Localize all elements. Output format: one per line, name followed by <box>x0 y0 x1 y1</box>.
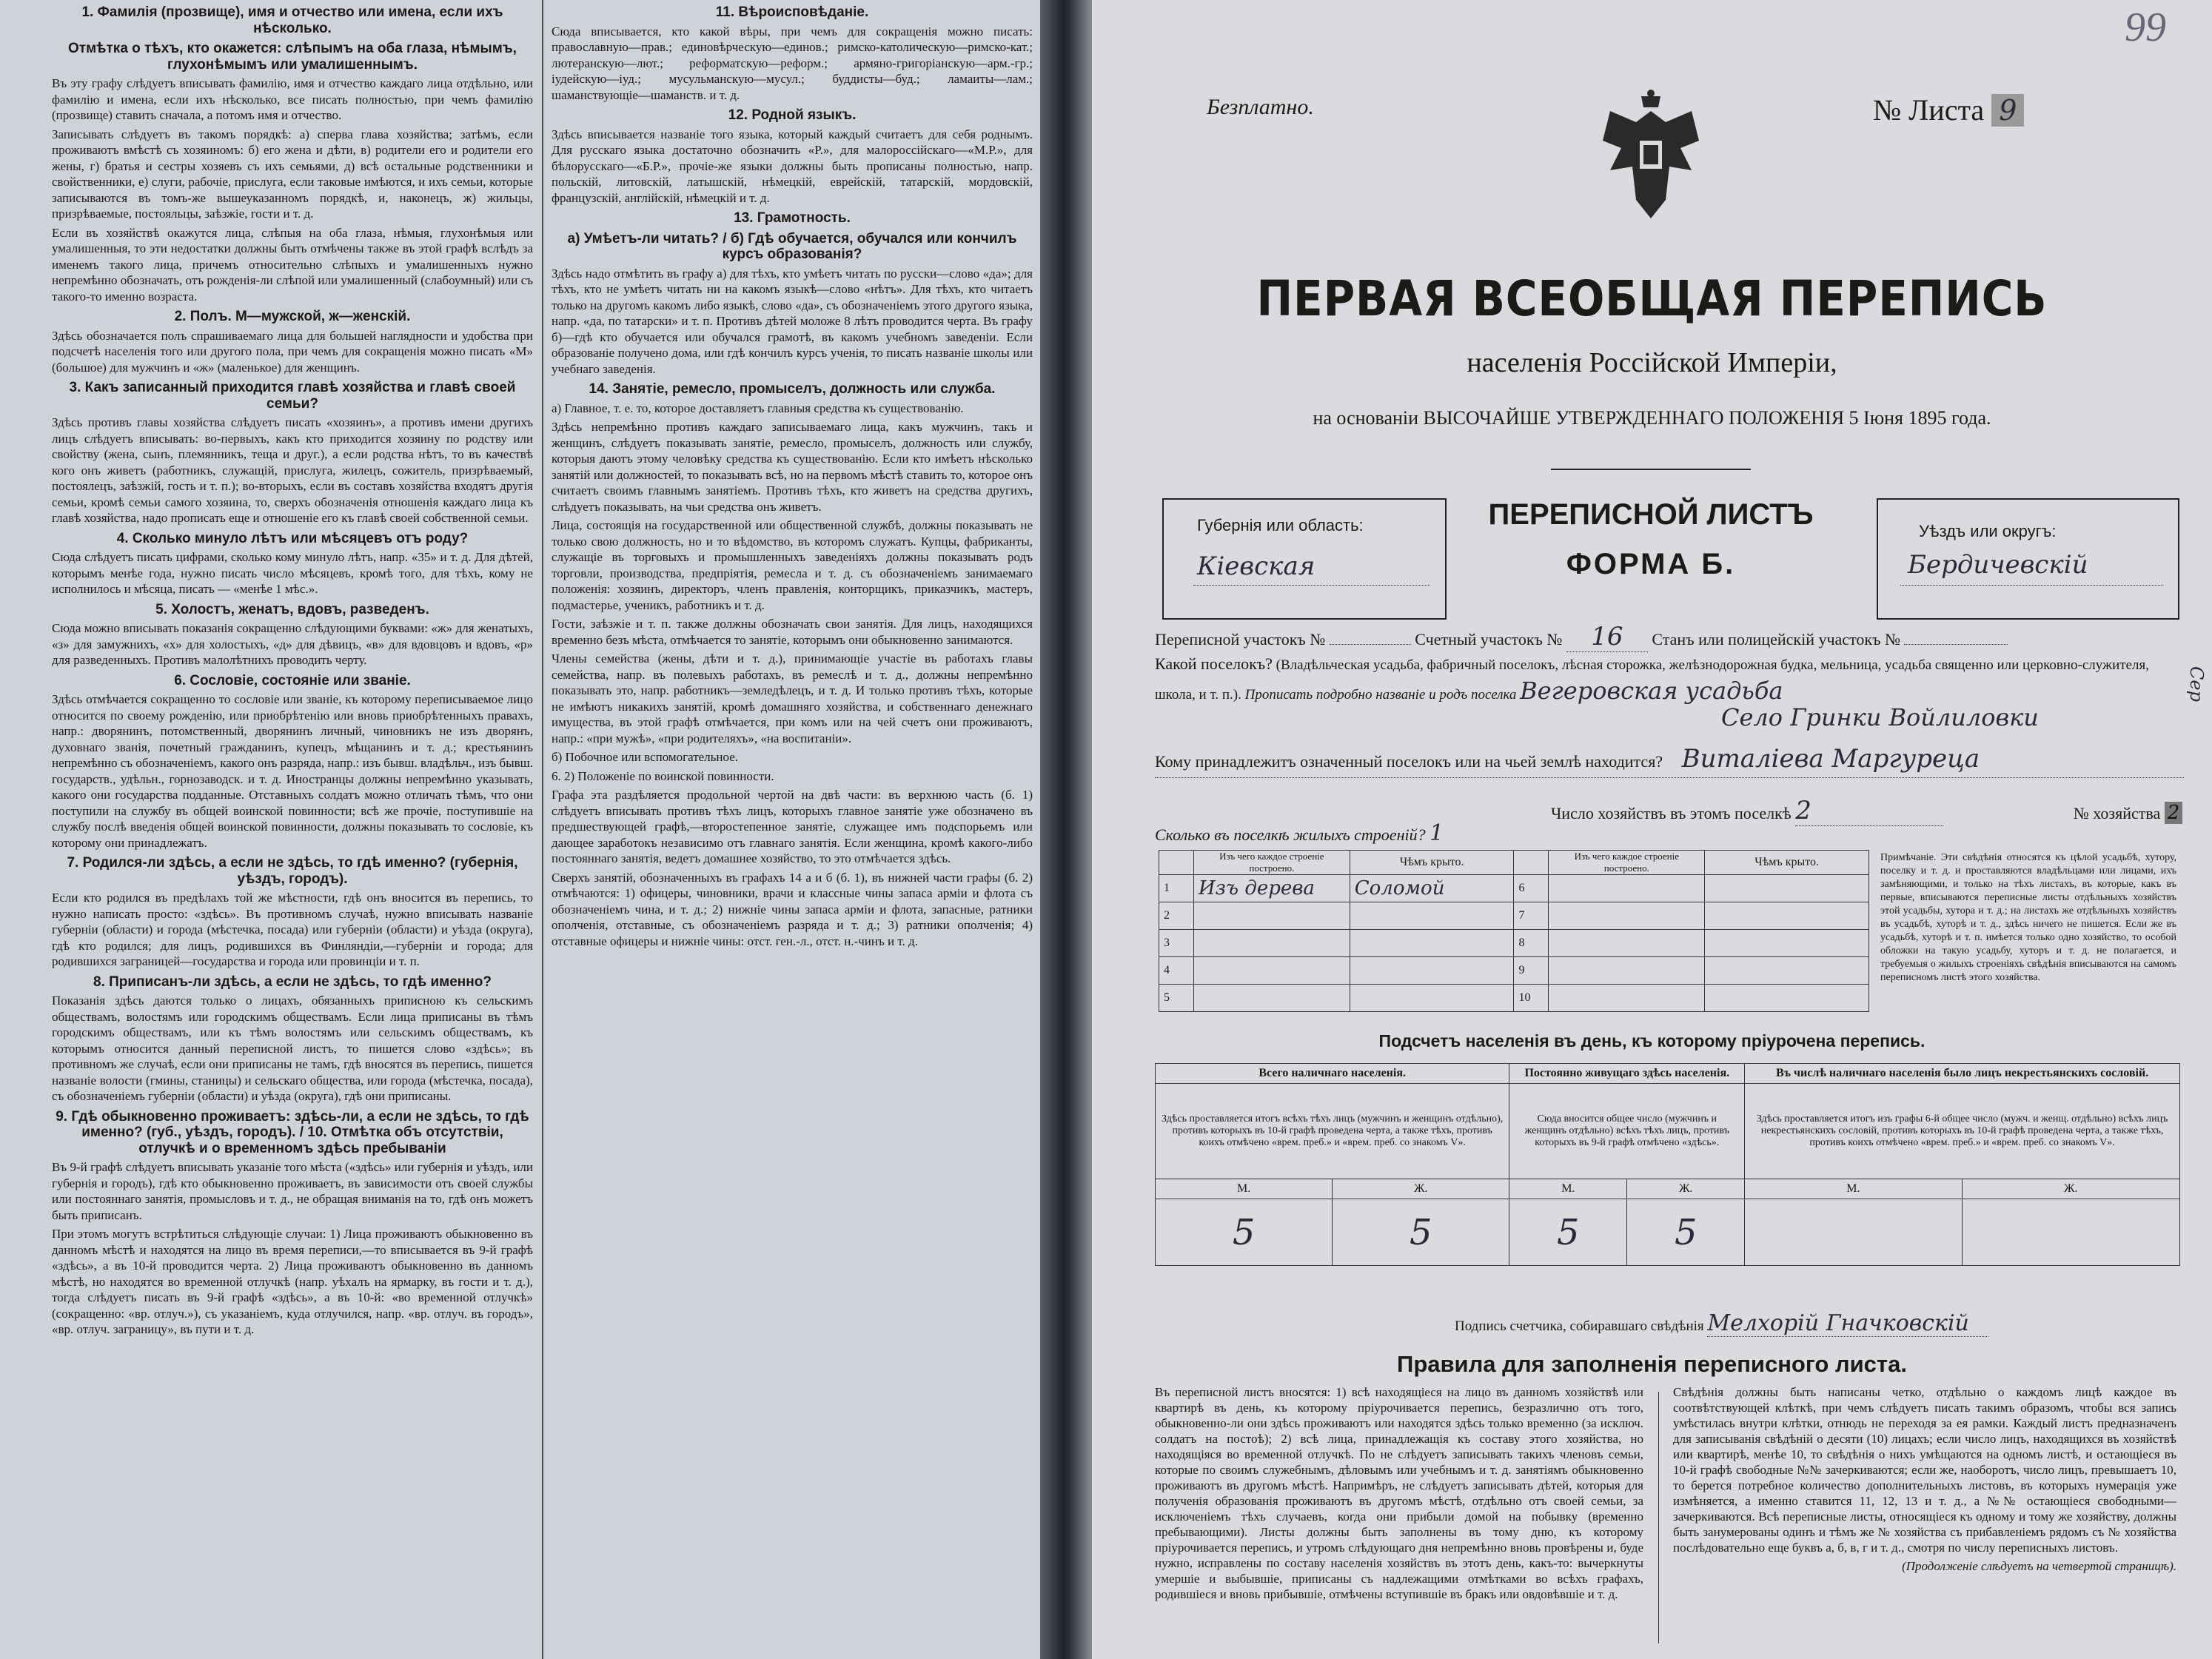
building-number: 6 <box>1514 875 1549 902</box>
building-row <box>1159 930 1869 957</box>
instruction-paragraph: Если въ хозяйствѣ окажутся лица, слѣпыя на оба глаза, нѣмыя, глухонѣмыя или умалишенныя, то эти недостатки должны быть отмѣчены также въ этой графѣ вслѣдъ за именемъ такого лица, причемъ относительно слѣпыхъ и умалишенныхъ нужно непремѣнно обозначать, отъ рожденія-ли слѣпой или умалишенный (слабоумный) или съ такого-то именно возраста. <box>52 225 533 304</box>
guberniya-label: Губернія или область: <box>1197 516 1364 534</box>
instruction-paragraph: Здѣсь непремѣнно противъ каждаго записываемаго лица, какъ мужчинъ, такъ и женщинъ, слѣдуетъ показывать занятіе, ремесло, промыселъ, должность или службу, которыя даютъ этому человѣку средства къ существованію. Если кто имѣетъ нѣсколько занятій или должностей, то показывать всѣ, но на первомъ мѣстѣ ставить то, которое онъ считаетъ своимъ главнымъ занятіемъ. Противъ тѣхъ, кто живетъ на средства другихъ, слѣдуетъ показывать, на чьи средства онъ живетъ. <box>552 420 1033 514</box>
building-material: Изъ дерева <box>1193 875 1350 902</box>
form-title: ПЕРЕПИСНОЙ ЛИСТЪ <box>1488 498 1814 531</box>
form-title-block <box>1444 498 1858 581</box>
instruction-heading: 14. Занятіе, ремесло, промыселъ, должность или служба. <box>589 381 996 397</box>
settlement-value-2: Село Гринки Войлиловки <box>1721 703 2039 731</box>
instruction-paragraph: Здѣсь вписывается названіе того языка, который каждый считаетъ для себя роднымъ. Для русскаго языка достаточно обозначить «Р.», для малороссійскаго—«М.Р.», для бѣлорусскаго—«Б.Р.», прочіе-же языки должны быть прописаны полностью, напр. польскій, литовскій, латышскій, нѣмецкій, еврейскій, татарскій, мордовскій, французскій, англійскій, нѣмецкій и т. д. <box>552 127 1033 205</box>
free-of-charge-label: Безплатно. <box>1207 95 1314 119</box>
building-number: 2 <box>1159 902 1194 930</box>
building-material <box>1193 930 1350 957</box>
owner-line <box>1155 744 1980 774</box>
building-roof: Соломой <box>1350 875 1514 902</box>
instruction-heading: 5. Холостъ, женатъ, вдовъ, разведенъ. <box>155 601 429 617</box>
legal-basis: на основаніи ВЫСОЧАЙШЕ УТВЕРЖДЕННАГО ПОЛОЖЕНІЯ 5 Іюня 1895 года. <box>1313 407 1991 429</box>
buildings-label: Сколько въ поселкѣ жилыхъ строеній? <box>1155 825 1426 844</box>
settlement-hint-detail: Прописать подробно названіе и родъ поселка <box>1244 687 1517 703</box>
instruction-heading: 4. Сколько минуло лѣтъ или мѣсяцевъ отъ роду? <box>116 530 469 546</box>
instruction-paragraph: Гости, заѣзжіе и т. п. также должны обозначать свои занятія. Для лицъ, находящихся временно безъ мѣста, отмѣчается то занятіе, которымъ они обыкновенно занимаются. <box>552 617 1033 647</box>
female-header-2: Ж. <box>1627 1179 1745 1199</box>
permanent-male-count: 5 <box>1509 1199 1627 1266</box>
building-row <box>1159 957 1869 985</box>
instruction-paragraph: Сюда можно вписывать показанія сокращенно слѣдующими буквами: «ж» для женатыхъ, «з» для замужнихъ, «х» для холостыхъ, «д» для дѣвицъ, «в» для вдовцовъ и вдовъ, «р» для разведенныхъ. Противъ малолѣтнихъ проводить черту. <box>52 621 533 667</box>
census-title: ПЕРВАЯ ВСЕОБЩАЯ ПЕРЕПИСЬ <box>1256 270 2048 327</box>
pencil-page-number: 99 <box>2125 4 2166 50</box>
building-roof <box>1705 957 1869 985</box>
building-material <box>1549 902 1705 930</box>
male-header: М. <box>1156 1179 1333 1199</box>
instruction-paragraph: Показанія здѣсь даются только о лицахъ, обязанныхъ приписною къ сельскимъ обществамъ, волостямъ или городскимъ обществамъ. Если лица приписаны въ тѣмъ городскимъ обществамъ, или къ тѣмъ волостямъ или сельскимъ обществамъ, къ которымъ относится данный переписной листъ, то пишется слово «здѣсь»; въ противномъ же случаѣ, если они приписаны не тамъ, гдѣ вносятся въ перепись, пишется названіе волости (гмины, станицы) и сельскаго общества, или города (мѣстечка, посада), съ обозначеніемъ губерніи (области) и уѣзда (округа), гдѣ они приписаны. <box>52 993 533 1103</box>
total-present-header: Всего наличнаго населенія. <box>1156 1064 1509 1084</box>
building-number: 9 <box>1514 957 1549 985</box>
census-count-heading: Подсчетъ населенія въ день, къ которому пріурочена перепись. <box>1378 1031 1926 1050</box>
building-roof <box>1350 930 1514 957</box>
instruction-heading: 6. Сословіе, состояніе или званіе. <box>174 672 411 688</box>
rules-right-column <box>1673 1384 2176 1574</box>
nonpeasant-female-count <box>1962 1199 2179 1266</box>
census-district-label: Переписной участокъ № <box>1155 630 1326 648</box>
present-male-count: 5 <box>1156 1199 1333 1266</box>
instruction-paragraph: Если кто родился въ предѣлахъ той же мѣстности, гдѣ онъ вносится въ перепись, то нужно написать просто: «здѣсь». Въ противномъ случаѣ, нужно вписывать названіе губерніи (области) и города (мѣстечка, посада) или губерніи (области) и уѣзда (округа), гдѣ кто родился; для лицъ, родившихся въ Финляндіи,—губерніи и города; для родившихся заграницей—государства и города или провинціи и т. п. <box>52 891 533 968</box>
instruction-heading: 7. Родился-ли здѣсь, а если не здѣсь, то гдѣ именно? (губернія, уѣздъ, городъ). <box>67 855 518 887</box>
rules-title: Правила для заполненія переписного листа. <box>1397 1351 1907 1377</box>
instruction-heading: Отмѣтка о тѣхъ, кто окажется: слѣпымъ на оба глаза, нѣмымъ, глухонѣмымъ или умалишеннымъ. <box>68 41 517 73</box>
settlement-value: Вегеровская усадьба <box>1520 677 1783 705</box>
district-line <box>1155 622 2008 652</box>
household-number-value: 2 <box>2165 802 2183 824</box>
population-count-table <box>1155 1063 2180 1266</box>
instruction-heading: 13. Грамотность. <box>734 210 851 226</box>
buildings-value: 1 <box>1430 820 1444 846</box>
building-number: 8 <box>1514 930 1549 957</box>
building-material <box>1193 985 1350 1012</box>
settlement-hint: (Владѣльческая усадьба, фабричный поселокъ, лѣсная сторожка, желѣзнодорожная будка, мельница, усадьба священно или церковно-служителя, школа, и т. п.). <box>1155 657 2150 703</box>
female-header-3: Ж. <box>1962 1179 2179 1199</box>
instruction-heading: 11. Вѣроисповѣданіе. <box>715 4 869 20</box>
stan-label: Станъ или полицейскій участокъ № <box>1652 630 1900 648</box>
buildings-line <box>1155 820 1444 846</box>
building-number: 10 <box>1514 985 1549 1012</box>
female-header: Ж. <box>1333 1179 1509 1199</box>
uezd-box <box>1877 498 2179 620</box>
households-label: Число хозяйствъ въ этомъ поселкѣ <box>1551 804 1792 822</box>
instruction-paragraph: Лица, состоящія на государственной или общественной службѣ, должны показывать не только свою должность, но и то вѣдомство, въ которомъ служатъ. Купцы, фабриканты, служащіе въ торговыхъ и промышленныхъ заведеніяхъ должны показывать родъ торговли, производства, предпріятія, ремесла и т. д. съ обозначеніемъ занимаемаго положенія: хозяинъ, директоръ, членъ правленія, конторщикъ, приказчикъ, мастеръ, подмастерье, ученикъ, работникъ и т. д. <box>552 518 1033 612</box>
total-present-desc: Здѣсь проставляется итогъ всѣхъ тѣхъ лицъ (мужчинъ и женщинъ отдѣльно), противъ которыхъ въ 10-й графѣ проведена черта, а также тѣхъ, противъ коихъ отмѣчено «врем. преб.» и «врем. преб. со знакомъ V». <box>1156 1084 1509 1179</box>
building-roof <box>1350 985 1514 1012</box>
permanent-residents-header: Постоянно живущаго здѣсь населенія. <box>1509 1064 1745 1084</box>
households-value: 2 <box>1795 796 1943 826</box>
column-divider <box>542 0 543 1659</box>
building-number: 5 <box>1159 985 1194 1012</box>
instruction-paragraph: Здѣсь обозначается полъ спрашиваемаго лица для большей наглядности и удобства при подсчетѣ населенія того или другого пола, при чемъ для сокращенія можно писать «М» (большое) для мужчинъ и «ж» (маленькое) для женщинъ. <box>52 328 533 375</box>
rules-right-text: Свѣдѣнія должны быть написаны четко, отдѣльно о каждомъ лицѣ каждое въ соотвѣтствующей клѣткѣ, при чемъ слѣдуетъ писать такимъ образомъ, чтобы вся запись умѣстилась внутри клѣтки, отнюдь не переходя за ея рамки. Каждый листъ предназначенъ для записыванія свѣдѣній о десяти (10) лицахъ; если число лицъ, находящихся въ хозяйствѣ или квартирѣ, менѣе 10, то свѣдѣнія о нихъ умѣщаются на одномъ листѣ, и остающіеся въ 10-й графѣ свободные №№ зачеркиваются; если же, наоборотъ, число лицъ, превышаетъ 10, то берется потребное количество дополнительныхъ листовъ, въ которыхъ нумерація уже измѣняется, а именно ставится 11, 12, 13 и т. д., а №№ остающіеся свободными—зачеркиваются. Всѣ переписные листы, относящіеся къ одному и тому же хозяйству, должны быть занумерованы одинъ и тѣмъ же № хозяйства съ прибавленіемъ рядомъ съ № хозяйства послѣдовательно еще буквъ а, б, в, г и т. д., смотря по числу переписныхъ листовъ. <box>1673 1385 2176 1555</box>
building-material <box>1549 930 1705 957</box>
left-page-instructions <box>0 0 1040 1659</box>
count-district-label: Счетный участокъ № <box>1415 630 1563 648</box>
instruction-paragraph: Члены семейства (жены, дѣти и т. д.), принимающіе участіе въ работахъ главы семейства, напр. въ полевыхъ работахъ, въ ремеслѣ и т. д., должны непремѣнно показывать это, напр. работникъ—земледѣлецъ, и т. д. И только противъ тѣхъ, которые не имѣютъ никакихъ занятій, кромѣ домашняго хозяйства, и собственнаго денежнаго имущества, въ этой графѣ отмѣчается, при комъ или на чей счетъ они проживаютъ, напр.: «при мужѣ», «при родителяхъ», «на воспитаніи». <box>552 651 1033 745</box>
non-peasant-header: Въ числѣ наличнаго населенія было лицъ некрестьянскихъ сословій. <box>1745 1064 2180 1084</box>
rules-left-column: Въ переписной листъ вносятся: 1) всѣ находящіеся на лицо въ данномъ хозяйствѣ или квартирѣ въ день, къ которому пріурочивается перепись, безразлично отъ того, обыкновенно-ли они здѣсь проживаютъ или находятся здѣсь только временно (за исключ. солдатъ на постоѣ); 2) всѣ лица, принадлежащія къ составу этого хозяйства, но находящіяся во временной отлучкѣ. По не слѣдуетъ записывать такихъ членовъ семьи, которые по своимъ служебнымъ, дѣловымъ или учебнымъ и т. д. занятіямъ обыкновенно проживаютъ въ другомъ мѣстѣ. Напримѣръ, не слѣдуетъ записывать дѣтей, которыя для полученія образованія проживаютъ въ другомъ мѣстѣ, отдѣльно отъ своей семьи, за исключеніемъ тѣхъ случаевъ, когда они прибыли домой на побывку (временно пребывающими). Листы должны быть заполнены въ тому дню, къ которому пріурочивается перепись, и утромъ слѣдующаго дня непремѣнно вновь провѣрены и, буде нужно, исправлены по составу населенія хозяйствъ въ этотъ день, какъ-то: вычеркнуты умершіе и выбывшіе, приписаны съ надлежащими отмѣтками во всѣхъ графахъ, родившіеся и вновь прибывшіе, отмѣчены вступившіе въ бракъ или овдовѣвшіе и т. д. <box>1155 1385 1643 1601</box>
uezd-label: Уѣздъ или округъ: <box>1919 522 2057 540</box>
permanent-female-count: 5 <box>1627 1199 1745 1266</box>
non-peasant-desc: Здѣсь проставляется итогъ изъ графы 6-й общее число (мужч. и женщ. отдѣльно) всѣхъ лицъ некрестьянскихъ сословій, противъ которыхъ въ 10-й графѣ проведена черта, а также тѣхъ, противъ коихъ отмѣчено «врем. преб.» и «врем. преб. со знакомъ V». <box>1745 1084 2180 1179</box>
building-material <box>1193 957 1350 985</box>
building-roof <box>1705 902 1869 930</box>
instruction-heading: 8. Приписанъ-ли здѣсь, а если не здѣсь, то гдѣ именно? <box>93 973 492 990</box>
owner-value: Виталіева Маргуреца <box>1681 744 1980 774</box>
census-form-page <box>1092 0 2212 1659</box>
instructions-column-left <box>52 0 533 1341</box>
settlement-label: Какой поселокъ? <box>1155 654 1273 673</box>
building-roof <box>1705 930 1869 957</box>
material-header: Изъ чего каждое строеніе построено. <box>1193 851 1350 875</box>
building-material <box>1549 957 1705 985</box>
roof-header: Чѣмъ крыто. <box>1350 851 1514 875</box>
instruction-paragraph: Здѣсь отмѣчается сокращенно то сословіе или званіе, къ которому переписываемое лицо относится по своему рожденію, или приобрѣтенію или вновь приобрѣтенныхъ правахъ, напр.: дворянинъ, потомственный, дворянинъ личный, чиновникъ не изъ дворянъ, духовнаго званія, почетный гражданинъ, купецъ, мѣщанинъ и т. д.; крестьянинъ непремѣнно съ обозначеніемъ, какого онъ разряда, напр.: изъ бывш. владѣльч., изъ бывш. государств., удѣльн., горнозаводск. и т. д. Иностранцы должны непремѣнно указывать, какого они государства подданные. Отставныхъ солдатъ можно отличать тѣмъ, что они поступили на службу въ общей воинской повинности; всѣ же прочіе, поступившіе на службу послѣ введенія общей воинской повинности, должны показывать то сословіе, къ которому они принадлежатъ. <box>52 692 533 850</box>
buildings-table <box>1159 850 1869 1012</box>
instruction-heading: 12. Родной языкъ. <box>728 107 857 123</box>
instruction-heading: 1. Фамилія (прозвище), имя и отчество или имена, если ихъ нѣсколько. <box>81 4 503 36</box>
title-divider <box>1551 469 1751 470</box>
building-number: 4 <box>1159 957 1194 985</box>
building-roof <box>1705 875 1869 902</box>
building-number: 1 <box>1159 875 1194 902</box>
instruction-paragraph: Здѣсь надо отмѣтить въ графу а) для тѣхъ, кто умѣетъ читать по русски—слово «да»; для тѣхъ, кто не умѣетъ читать ни на какомъ языкѣ—слово «нѣтъ». Для тѣхъ, кто читаетъ только на другомъ какомъ либо языкѣ, слово «да», съ обозначеніемъ этого другого языка, напр. «да, по татарски» и т. п. Противъ дѣтей моложе 8 лѣтъ проводится черта. Въ графу б)—гдѣ кто обучается или обучался грамотѣ, въ какомъ учебномъ заведеніи. Если образованіе получено дома, или гдѣ кончилъ курсъ ученія, то писать названіе школы или учебнаго заведенія. <box>552 266 1033 376</box>
building-material <box>1549 875 1705 902</box>
male-header-3: М. <box>1745 1179 1962 1199</box>
instruction-paragraph: Здѣсь противъ главы хозяйства слѣдуетъ писать «хозяинъ», а противъ имени другихъ лицъ слѣдуетъ вписывать: во-первыхъ, какъ кто приходится хозяину по родству или свойству (жена, сынъ, племянникъ, теща и друг.), а если родства нѣтъ, то въ качествѣ кого онъ живетъ (работникъ, служащій, прислуга, жилецъ, сожитель, призрѣваемый, постоялецъ, заѣзжій, гость и т. п.); во-вторыхъ, если въ составъ хозяйства входятъ другія семьи, кромѣ семьи самого хозяина, то, сверхъ обозначенія отношенія каждаго лица къ главѣ хозяйства, надо прописать еще и отношеніе его къ главѣ своей собственной семьи. <box>52 415 533 525</box>
census-subtitle: населенія Россійской Имперіи, <box>1467 347 1837 378</box>
sheet-number-value: 9 <box>1991 94 2024 127</box>
households-line <box>1551 796 2182 826</box>
roof-header-2: Чѣмъ крыто. <box>1705 851 1869 875</box>
instruction-heading: 9. Гдѣ обыкновенно проживаетъ: здѣсь-ли, а если не здѣсь, то гдѣ именно? (губ., уѣздъ, городъ). / 10. Отмѣтка объ отсутствіи, отлучкѣ и о временномъ здѣсь пребываніи <box>56 1108 529 1156</box>
household-number-label: № хозяйства <box>2073 804 2161 822</box>
book-gutter <box>1040 0 1092 1659</box>
instruction-paragraph: Въ 9-й графѣ слѣдуетъ вписывать указаніе того мѣста («здѣсь» или губернія и уѣздъ, или губернія и городъ), гдѣ кто обыкновенно проживаетъ, въ зависимости отъ своей службы или постояннаго занятія, промысловъ и т. д., не обращая вниманія на то, гдѣ онъ можетъ быть приписанъ. <box>52 1160 533 1222</box>
sheet-number <box>1873 93 2024 127</box>
signature-line <box>1455 1310 1988 1337</box>
permanent-residents-desc: Сюда вносится общее число (мужчинъ и женщинъ отдѣльно) всѣхъ тѣхъ лицъ, противъ которыхъ въ 9-й графѣ отмѣчено «здѣсь». <box>1509 1084 1745 1179</box>
instruction-paragraph: Графа эта раздѣляется продольной чертой на двѣ части: въ верхнюю часть (б. 1) слѣдуетъ вписывать противъ тѣхъ лицъ, которыхъ главное занятіе уже обозначено въ предшествующей графѣ,—второстепенное занятіе, служащее имъ подспорьемъ или дающее заработокъ независимо отъ главнаго занятія. Если женщина, кромѣ какого-либо постояннаго занятія, ведетъ домашнее хозяйство, то это отмѣчается здѣсь. <box>552 788 1033 865</box>
margin-note: Сер <box>2186 666 2207 702</box>
building-roof <box>1350 957 1514 985</box>
count-district-value: 16 <box>1566 622 1648 652</box>
enumerator-signature: Мелхорій Гначковскій <box>1707 1310 1988 1337</box>
rules-divider <box>1658 1392 1659 1643</box>
instruction-paragraph: При этомъ могутъ встрѣтиться слѣдующіе случаи: 1) Лица проживаютъ обыкновенно въ данномъ мѣстѣ и находятся на лицо въ время переписи,—то вписывается въ 9-й графѣ «здѣсь», а въ 10-й проводится черта. 2) Лица проживаютъ обыкновенно въ данномъ мѣстѣ, но находятся во временной отлучкѣ (напр. уѣхалъ на ярмарку, въ гости и т. д.), тогда слѣдуетъ писать въ 9-й графѣ «здѣсь», а въ 10-й: «во временной отлучкѣ» (сокращенно: «вр. отлуч.»), съ указаніемъ, куда отлучился, напр. «вр. отлуч. въ городъ», «вр. отлуч. заграницу», въ пути и т. д. <box>52 1227 533 1336</box>
building-roof <box>1350 902 1514 930</box>
building-row <box>1159 902 1869 930</box>
nonpeasant-male-count <box>1745 1199 1962 1266</box>
instruction-paragraph: 6. 2) Положеніе по воинской повинности. <box>552 768 774 783</box>
imperial-eagle-emblem <box>1595 89 1706 229</box>
settlement-block <box>1155 651 2184 708</box>
instruction-paragraph: Въ эту графу слѣдуетъ вписывать фамилію, имя и отчество каждаго лица отдѣльно, или фамилію и имена, если ихъ нѣсколько, все писать полностью, при чемъ фамилію (прозвище) ставить сначала, а потомъ имя и отчество. <box>52 76 533 122</box>
instruction-heading: 2. Полъ. М—мужской, ж—женскій. <box>174 309 411 324</box>
building-row <box>1159 875 1869 902</box>
present-female-count: 5 <box>1333 1199 1509 1266</box>
instruction-paragraph: Сюда вписывается, кто какой вѣры, при чемъ для сокращенія можно писать: православную—прав.; единовѣрческую—единов.; римско-католическую—римско-кат.; лютеранскую—лют.; реформатскую—реформ.; армяно-григоріанскую—арм.-гр.; іудейскую—іуд.; мусульманскую—мусул.; буддисты—буд.; ламаиты—лам.; шаманствующіе—шаманств. и т. д. <box>552 24 1033 102</box>
building-material <box>1193 902 1350 930</box>
building-number: 7 <box>1514 902 1549 930</box>
owner-label: Кому принадлежитъ означенный поселокъ или на чьей землѣ находится? <box>1155 752 1663 771</box>
buildings-note: Примѣчаніе. Эти свѣдѣнія относятся къ цѣлой усадьбѣ, хутору, поселку и т. д. и проставляются владѣльцами или лицами, ихъ замѣняющими, и только на тѣхъ листахъ, въ которые, какъ въ первые, вписываются переписные листы отдѣльныхъ хозяйствъ этой усадьбы, хутора и т. д.; на листахъ же отдѣльныхъ хозяйствъ въ усадьбѣ, хуторѣ и т. д., здѣсь ничего не пишется. Если же въ усадьбѣ, хуторѣ и т. п. имѣется только одно хозяйство, то особой обложки на такую усадьбу, хуторъ и т. д. не полагается, и требуемыя о жилыхъ строеніяхъ свѣдѣнія вписываются на самомъ переписномъ листѣ этого хозяйства. <box>1880 852 2176 983</box>
instruction-paragraph: Сюда слѣдуетъ писать цифрами, сколько кому минуло лѣтъ, напр. «35» и т. д. Для дѣтей, которымъ менѣе года, нужно писать число мѣсяцевъ, кромѣ того, для тѣхъ, кому не исполнилось и мѣсяца, писать — «менѣе 1 мѣс.». <box>52 550 533 596</box>
signature-label: Подпись счетчика, собиравшаго свѣдѣнія <box>1455 1318 1704 1334</box>
material-header-2: Изъ чего каждое строеніе построено. <box>1549 851 1705 875</box>
building-roof <box>1705 985 1869 1012</box>
instruction-paragraph: б) Побочное или вспомогательное. <box>552 750 739 764</box>
instruction-heading: 3. Какъ записанный приходится главѣ хозяйства и главѣ своей семьи? <box>69 380 516 412</box>
instructions-column-right <box>552 0 1033 952</box>
instruction-paragraph: а) Главное, т. е. то, которое доставляетъ главныя средства къ существованію. <box>552 400 964 415</box>
uezd-value: Бердичевскій <box>1908 550 2088 580</box>
form-variant: ФОРМА Б. <box>1566 548 1736 580</box>
building-material <box>1549 985 1705 1012</box>
rules-continuation-note: (Продолженіе слѣдуетъ на четвертой страницѣ). <box>1902 1559 2176 1573</box>
male-header-2: М. <box>1509 1179 1627 1199</box>
guberniya-value: Кіевская <box>1197 552 1316 581</box>
instruction-paragraph: Сверхъ занятій, обозначенныхъ въ графахъ 14 а и б (б. 1), въ нижней части графы (б. 2) отмѣчаются: 1) офицеры, чиновники, врачи и классные чины запаса арміи и флота съ обозначеніемъ чина, и т. д.; 2) нижніе чины запаса арміи и флота, запасные, ратники ополченія, отставные, съ обозначеніемъ разряда и т. д.; 3) ратники ополченія; 4) отставные офицеры и нижніе чины: отст. ген.-л., отст. н.-чинъ и т. д. <box>552 870 1033 948</box>
instruction-heading: а) Умѣетъ-ли читать? / б) Гдѣ обучается, обучался или кончилъ курсъ образованія? <box>567 230 1017 262</box>
guberniya-box <box>1162 498 1447 620</box>
instruction-paragraph: Записывать слѣдуетъ въ такомъ порядкѣ: а) сперва глава хозяйства; затѣмъ, если проживаютъ вмѣстѣ съ хозяиномъ: б) его жена и дѣти, в) родители его и родители его жены, г) братья и сестры хозяевъ съ ихъ семьями, д) всѣ остальные родственники и свойственники, е) слуги, рабочіе, прислуга, если таковые имѣются, и ихъ семьи, которые записываются въ томъ-же вышеуказанномъ порядкѣ, и, наконецъ, ж) жильцы, призрѣваемые, постояльцы, заѣзжіе, гости и т. д. <box>52 127 533 221</box>
building-number: 3 <box>1159 930 1194 957</box>
building-row <box>1159 985 1869 1012</box>
sheet-number-label: № Листа <box>1873 93 1985 127</box>
